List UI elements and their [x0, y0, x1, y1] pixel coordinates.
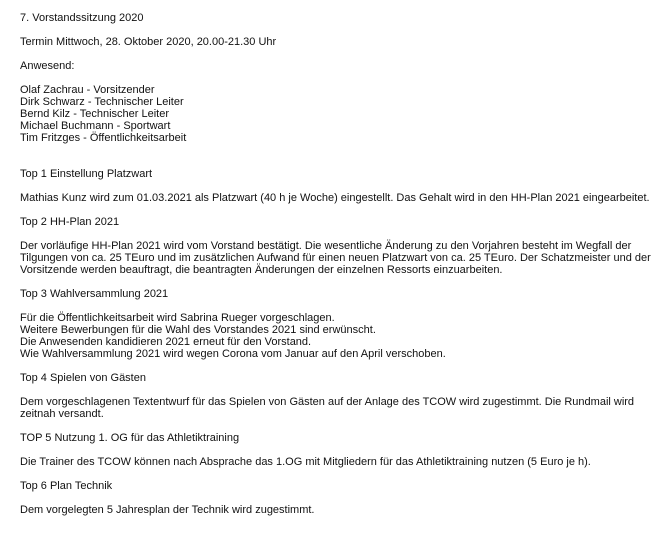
section-text: Die Trainer des TCOW können nach Absprache das 1.OG mit Mitgliedern für das Athletiktraining nutzen (5 Euro je h).	[20, 456, 591, 468]
section-heading-top5: TOP 5 Nutzung 1. OG für das Athletiktraining	[20, 432, 240, 444]
meeting-date: Termin Mittwoch, 28. Oktober 2020, 20.00-21.30 Uhr	[20, 36, 277, 48]
attendee: Michael Buchmann - Sportwart	[20, 120, 171, 132]
section-text: Dem vorgelegten 5 Jahresplan der Technik wird zugestimmt.	[20, 504, 315, 516]
section-text: Der vorläufige HH-Plan 2021 wird vom Vorstand bestätigt. Die wesentliche Änderung zu den Vorjahren besteht im Wegfall der Tilgungen von ca. 25 TEuro und im zusätzlichen Aufwand für einen neuen Platzwart von ca. 25 TEuro. Der Schatzmeister und der Vorsitzende werden beauftragt, die beantragten Änderungen der einzelnen Ressorts einzuarbeiten.	[20, 240, 651, 276]
section-heading-top6: Top 6 Plan Technik	[20, 480, 113, 492]
document-title: 7. Vorstandssitzung 2020	[20, 12, 144, 24]
attendee: Olaf Zachrau - Vorsitzender	[20, 84, 155, 96]
section-text: Wie Wahlversammlung 2021 wird wegen Corona vom Januar auf den April verschoben.	[20, 348, 446, 360]
attendee: Bernd Kilz - Technischer Leiter	[20, 108, 169, 120]
section-heading-top3: Top 3 Wahlversammlung 2021	[20, 288, 169, 300]
section-heading-top2: Top 2 HH-Plan 2021	[20, 216, 120, 228]
document	[20, 12, 656, 516]
attendees-label: Anwesend:	[20, 60, 75, 72]
section-text: Die Anwesenden kandidieren 2021 erneut für den Vorstand.	[20, 336, 312, 348]
section-text: Mathias Kunz wird zum 01.03.2021 als Platzwart (40 h je Woche) eingestellt. Das Gehalt wird in den HH-Plan 2021 eingearbeitet.	[20, 192, 650, 204]
section-text: Für die Öffentlichkeitsarbeit wird Sabrina Rueger vorgeschlagen.	[20, 312, 335, 324]
section-text: Weitere Bewerbungen für die Wahl des Vorstandes 2021 sind erwünscht.	[20, 324, 376, 336]
attendee: Tim Fritzges - Öffentlichkeitsarbeit	[20, 132, 187, 144]
attendee: Dirk Schwarz - Technischer Leiter	[20, 96, 184, 108]
section-text: Dem vorgeschlagenen Textentwurf für das Spielen von Gästen auf der Anlage des TCOW wird zugestimmt. Die Rundmail wird zeitnah versandt.	[20, 396, 635, 420]
section-heading-top4: Top 4 Spielen von Gästen	[20, 372, 146, 384]
section-heading-top1: Top 1 Einstellung Platzwart	[20, 168, 153, 180]
